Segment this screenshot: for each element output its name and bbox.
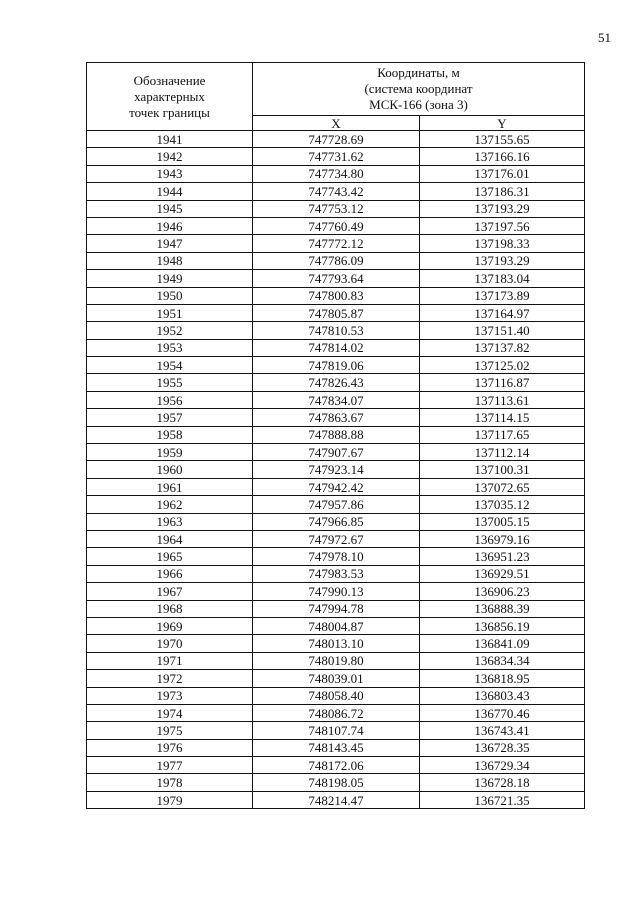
x-coordinate-cell: 748107.74 [253, 722, 420, 739]
y-coordinate-cell: 136841.09 [420, 635, 585, 652]
point-header-line: характерных [134, 88, 205, 104]
x-coordinate-cell: 748004.87 [253, 617, 420, 634]
point-cell: 1969 [87, 617, 253, 634]
table-row [87, 478, 585, 495]
table-row [87, 722, 585, 739]
point-cell: 1957 [87, 409, 253, 426]
table-row [87, 357, 585, 374]
y-coordinate-cell: 136929.51 [420, 565, 585, 582]
table-row [87, 183, 585, 200]
table-body [87, 131, 585, 809]
point-cell: 1977 [87, 757, 253, 774]
table-row [87, 565, 585, 582]
x-coordinate-cell: 748143.45 [253, 739, 420, 756]
y-coordinate-cell: 137113.61 [420, 391, 585, 408]
y-coordinate-cell: 136728.18 [420, 774, 585, 791]
y-coordinate-cell: 137117.65 [420, 426, 585, 443]
point-cell: 1941 [87, 131, 253, 148]
table-row [87, 165, 585, 182]
point-cell: 1953 [87, 339, 253, 356]
y-coordinate-cell: 136729.34 [420, 757, 585, 774]
x-coordinate-cell: 748214.47 [253, 791, 420, 808]
y-coordinate-cell: 137116.87 [420, 374, 585, 391]
table-row [87, 217, 585, 234]
x-coordinate-cell: 748086.72 [253, 704, 420, 721]
table-row [87, 548, 585, 565]
y-coordinate-cell: 137197.56 [420, 217, 585, 234]
x-coordinate-cell: 747942.42 [253, 478, 420, 495]
y-coordinate-cell: 136979.16 [420, 530, 585, 547]
table-row [87, 270, 585, 287]
y-coordinate-cell: 137173.89 [420, 287, 585, 304]
y-coordinate-cell: 136728.35 [420, 739, 585, 756]
point-cell: 1955 [87, 374, 253, 391]
y-coordinate-cell: 137186.31 [420, 183, 585, 200]
point-cell: 1946 [87, 217, 253, 234]
x-coordinate-cell: 747810.53 [253, 322, 420, 339]
point-cell: 1956 [87, 391, 253, 408]
y-coordinate-cell: 137100.31 [420, 461, 585, 478]
point-cell: 1975 [87, 722, 253, 739]
y-coordinate-cell: 137176.01 [420, 165, 585, 182]
table-row [87, 200, 585, 217]
point-header-line: точек границы [129, 104, 210, 120]
table-row [87, 670, 585, 687]
y-coordinate-cell: 137114.15 [420, 409, 585, 426]
x-coordinate-cell: 747923.14 [253, 461, 420, 478]
point-cell: 1968 [87, 600, 253, 617]
y-coordinate-cell: 136951.23 [420, 548, 585, 565]
table-row [87, 687, 585, 704]
x-coordinate-cell: 747786.09 [253, 252, 420, 269]
y-coordinate-cell: 136856.19 [420, 617, 585, 634]
x-coordinate-cell: 747907.67 [253, 444, 420, 461]
x-coordinate-cell: 747983.53 [253, 565, 420, 582]
point-cell: 1971 [87, 652, 253, 669]
y-coordinate-cell: 136888.39 [420, 600, 585, 617]
table-row [87, 287, 585, 304]
x-coordinate-cell: 748172.06 [253, 757, 420, 774]
table-row [87, 513, 585, 530]
table-row [87, 304, 585, 321]
x-coordinate-cell: 748198.05 [253, 774, 420, 791]
table-row [87, 791, 585, 808]
table-row [87, 774, 585, 791]
x-coordinate-cell: 747743.42 [253, 183, 420, 200]
x-coordinate-cell: 747805.87 [253, 304, 420, 321]
y-coordinate-cell: 136803.43 [420, 687, 585, 704]
table-header [87, 63, 585, 131]
y-coordinate-cell: 137137.82 [420, 339, 585, 356]
x-coordinate-cell: 748039.01 [253, 670, 420, 687]
y-coordinate-cell: 137112.14 [420, 444, 585, 461]
point-cell: 1943 [87, 165, 253, 182]
y-coordinate-cell: 137198.33 [420, 235, 585, 252]
y-coordinate-cell: 136818.95 [420, 670, 585, 687]
coordinates-table [86, 62, 585, 809]
point-cell: 1947 [87, 235, 253, 252]
x-coordinate-cell: 747772.12 [253, 235, 420, 252]
table-row [87, 600, 585, 617]
table-row [87, 652, 585, 669]
y-coordinate-cell: 136743.41 [420, 722, 585, 739]
point-cell: 1954 [87, 357, 253, 374]
x-coordinate-cell: 747972.67 [253, 530, 420, 547]
point-cell: 1966 [87, 565, 253, 582]
table-row [87, 461, 585, 478]
table-row [87, 148, 585, 165]
point-cell: 1976 [87, 739, 253, 756]
x-coordinate-cell: 747800.83 [253, 287, 420, 304]
point-cell: 1965 [87, 548, 253, 565]
point-cell: 1960 [87, 461, 253, 478]
point-cell: 1958 [87, 426, 253, 443]
point-cell: 1978 [87, 774, 253, 791]
y-coordinate-cell: 137155.65 [420, 131, 585, 148]
x-column-header: X [253, 116, 420, 131]
point-cell: 1948 [87, 252, 253, 269]
point-cell: 1972 [87, 670, 253, 687]
table-row [87, 496, 585, 513]
y-coordinate-cell: 136721.35 [420, 791, 585, 808]
x-coordinate-cell: 748013.10 [253, 635, 420, 652]
x-coordinate-cell: 748019.80 [253, 652, 420, 669]
x-coordinate-cell: 747819.06 [253, 357, 420, 374]
x-coordinate-cell: 747863.67 [253, 409, 420, 426]
point-cell: 1944 [87, 183, 253, 200]
x-coordinate-cell: 747814.02 [253, 339, 420, 356]
point-cell: 1963 [87, 513, 253, 530]
point-cell: 1945 [87, 200, 253, 217]
x-coordinate-cell: 747734.80 [253, 165, 420, 182]
table-row [87, 617, 585, 634]
table-row [87, 322, 585, 339]
x-coordinate-cell: 747957.86 [253, 496, 420, 513]
table-row [87, 426, 585, 443]
header-row-main [87, 63, 585, 116]
point-cell: 1959 [87, 444, 253, 461]
y-coordinate-cell: 136834.34 [420, 652, 585, 669]
x-coordinate-cell: 747834.07 [253, 391, 420, 408]
y-coordinate-cell: 137035.12 [420, 496, 585, 513]
page-number: 51 [598, 30, 611, 45]
x-coordinate-cell: 748058.40 [253, 687, 420, 704]
table-row [87, 530, 585, 547]
x-coordinate-cell: 747978.10 [253, 548, 420, 565]
point-cell: 1952 [87, 322, 253, 339]
y-coordinate-cell: 137164.97 [420, 304, 585, 321]
point-column-header [87, 63, 253, 131]
y-coordinate-cell: 137183.04 [420, 270, 585, 287]
table-row [87, 635, 585, 652]
x-coordinate-cell: 747793.64 [253, 270, 420, 287]
point-cell: 1942 [87, 148, 253, 165]
y-coordinate-cell: 137151.40 [420, 322, 585, 339]
y-coordinate-cell: 137125.02 [420, 357, 585, 374]
point-cell: 1962 [87, 496, 253, 513]
x-coordinate-cell: 747888.88 [253, 426, 420, 443]
x-coordinate-cell: 747760.49 [253, 217, 420, 234]
y-coordinate-cell: 137193.29 [420, 200, 585, 217]
y-column-header: Y [420, 116, 585, 131]
y-coordinate-cell: 136906.23 [420, 583, 585, 600]
point-cell: 1964 [87, 530, 253, 547]
x-coordinate-cell: 747990.13 [253, 583, 420, 600]
coords-header-line: Координаты, м [377, 65, 460, 80]
point-header-line: Обозначение [133, 72, 206, 88]
point-cell: 1970 [87, 635, 253, 652]
table-row [87, 409, 585, 426]
coords-header-line: МСК-166 (зона 3) [369, 97, 468, 112]
table-row [87, 235, 585, 252]
x-coordinate-cell: 747826.43 [253, 374, 420, 391]
table-row [87, 444, 585, 461]
y-coordinate-cell: 137193.29 [420, 252, 585, 269]
y-coordinate-cell: 137005.15 [420, 513, 585, 530]
point-cell: 1967 [87, 583, 253, 600]
x-coordinate-cell: 747994.78 [253, 600, 420, 617]
x-coordinate-cell: 747731.62 [253, 148, 420, 165]
point-cell: 1949 [87, 270, 253, 287]
x-coordinate-cell: 747966.85 [253, 513, 420, 530]
table-row [87, 757, 585, 774]
coordinates-column-header [253, 63, 585, 116]
x-coordinate-cell: 747753.12 [253, 200, 420, 217]
point-cell: 1973 [87, 687, 253, 704]
point-cell: 1979 [87, 791, 253, 808]
y-coordinate-cell: 137166.16 [420, 148, 585, 165]
point-cell: 1961 [87, 478, 253, 495]
table-row [87, 391, 585, 408]
table-row [87, 252, 585, 269]
x-coordinate-cell: 747728.69 [253, 131, 420, 148]
table-row [87, 704, 585, 721]
table-row [87, 374, 585, 391]
y-coordinate-cell: 137072.65 [420, 478, 585, 495]
table-row [87, 583, 585, 600]
point-cell: 1951 [87, 304, 253, 321]
y-coordinate-cell: 136770.46 [420, 704, 585, 721]
point-cell: 1974 [87, 704, 253, 721]
point-cell: 1950 [87, 287, 253, 304]
table-row [87, 739, 585, 756]
table-row [87, 131, 585, 148]
table-row [87, 339, 585, 356]
coords-header-line: (система координат [364, 81, 473, 96]
